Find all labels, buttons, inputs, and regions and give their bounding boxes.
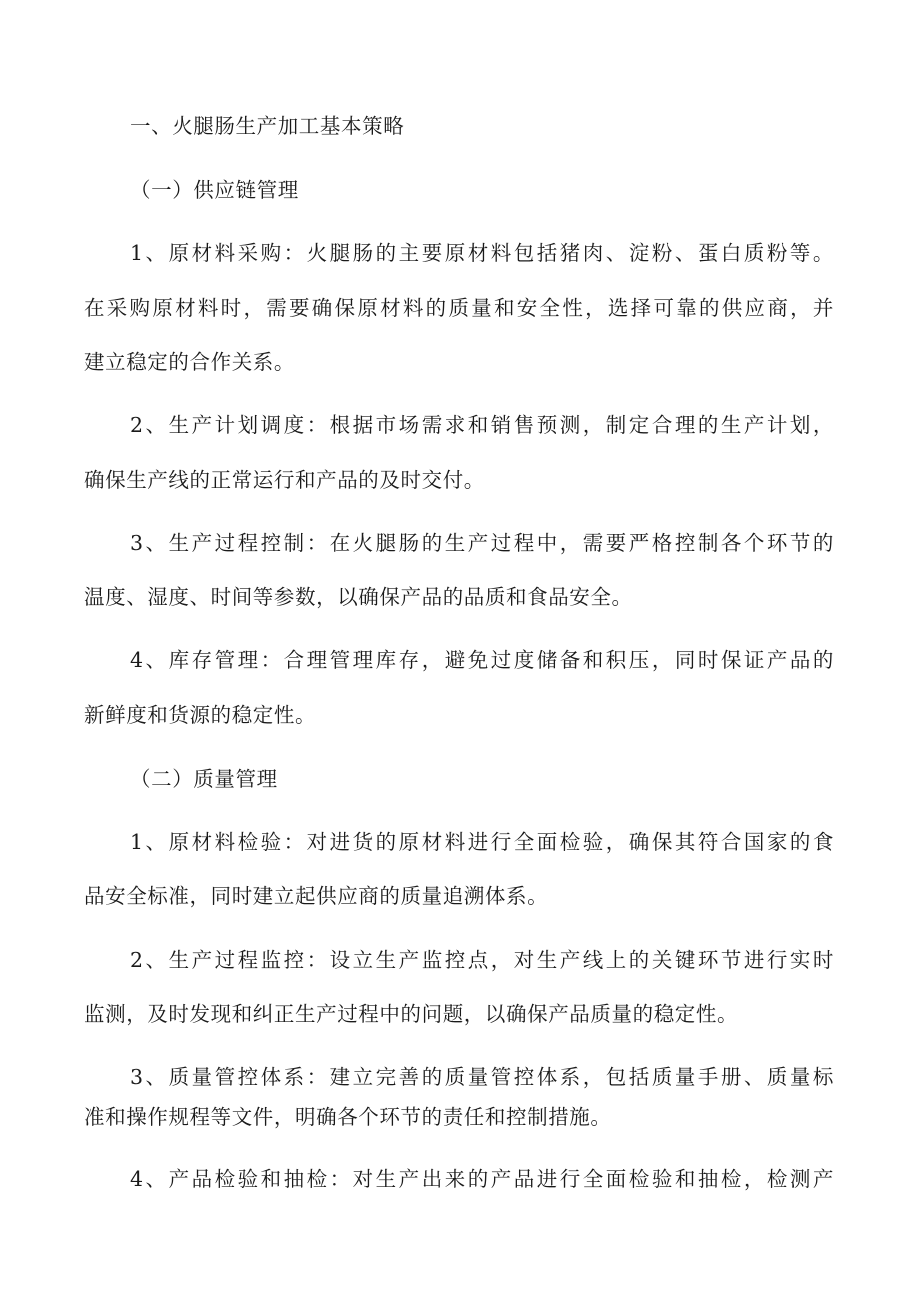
paragraph-line: 2、生产过程监控：设立生产监控点，对生产线上的关键环节进行实时: [130, 948, 834, 972]
paragraph-line: 4、产品检验和抽检：对生产出来的产品进行全面检验和抽检，检测产: [130, 1167, 834, 1191]
section-title-quality: （二）质量管理: [130, 767, 278, 791]
section-title-supply-chain: （一）供应链管理: [130, 178, 299, 202]
paragraph-line: 在采购原材料时，需要确保原材料的质量和安全性，选择可靠的供应商，并: [84, 296, 834, 320]
paragraph-line: 1、原材料检验：对进货的原材料进行全面检验，确保其符合国家的食: [130, 830, 834, 854]
paragraph-line: 4、库存管理：合理管理库存，避免过度储备和积压，同时保证产品的: [130, 648, 834, 672]
paragraph-line: 准和操作规程等文件，明确各个环节的责任和控制措施。: [84, 1105, 612, 1129]
paragraph-line: 3、生产过程控制：在火腿肠的生产过程中，需要严格控制各个环节的: [130, 531, 834, 555]
paragraph-line: 3、质量管控体系：建立完善的质量管控体系，包括质量手册、质量标: [130, 1065, 834, 1089]
paragraph-line: 新鲜度和货源的稳定性。: [84, 703, 317, 727]
paragraph-line: 2、生产计划调度：根据市场需求和销售预测，制定合理的生产计划，: [130, 413, 834, 437]
page-heading: 一、火腿肠生产加工基本策略: [130, 114, 405, 138]
paragraph-line: 1、原材料采购：火腿肠的主要原材料包括猪肉、淀粉、蛋白质粉等。: [130, 241, 834, 265]
paragraph-line: 建立稳定的合作关系。: [84, 350, 295, 374]
paragraph-line: 品安全标准，同时建立起供应商的质量追溯体系。: [84, 884, 549, 908]
paragraph-line: 确保生产线的正常运行和产品的及时交付。: [84, 468, 485, 492]
paragraph-line: 温度、湿度、时间等参数，以确保产品的品质和食品安全。: [84, 585, 633, 609]
paragraph-line: 监测，及时发现和纠正生产过程中的问题，以确保产品质量的稳定性。: [84, 1002, 739, 1026]
